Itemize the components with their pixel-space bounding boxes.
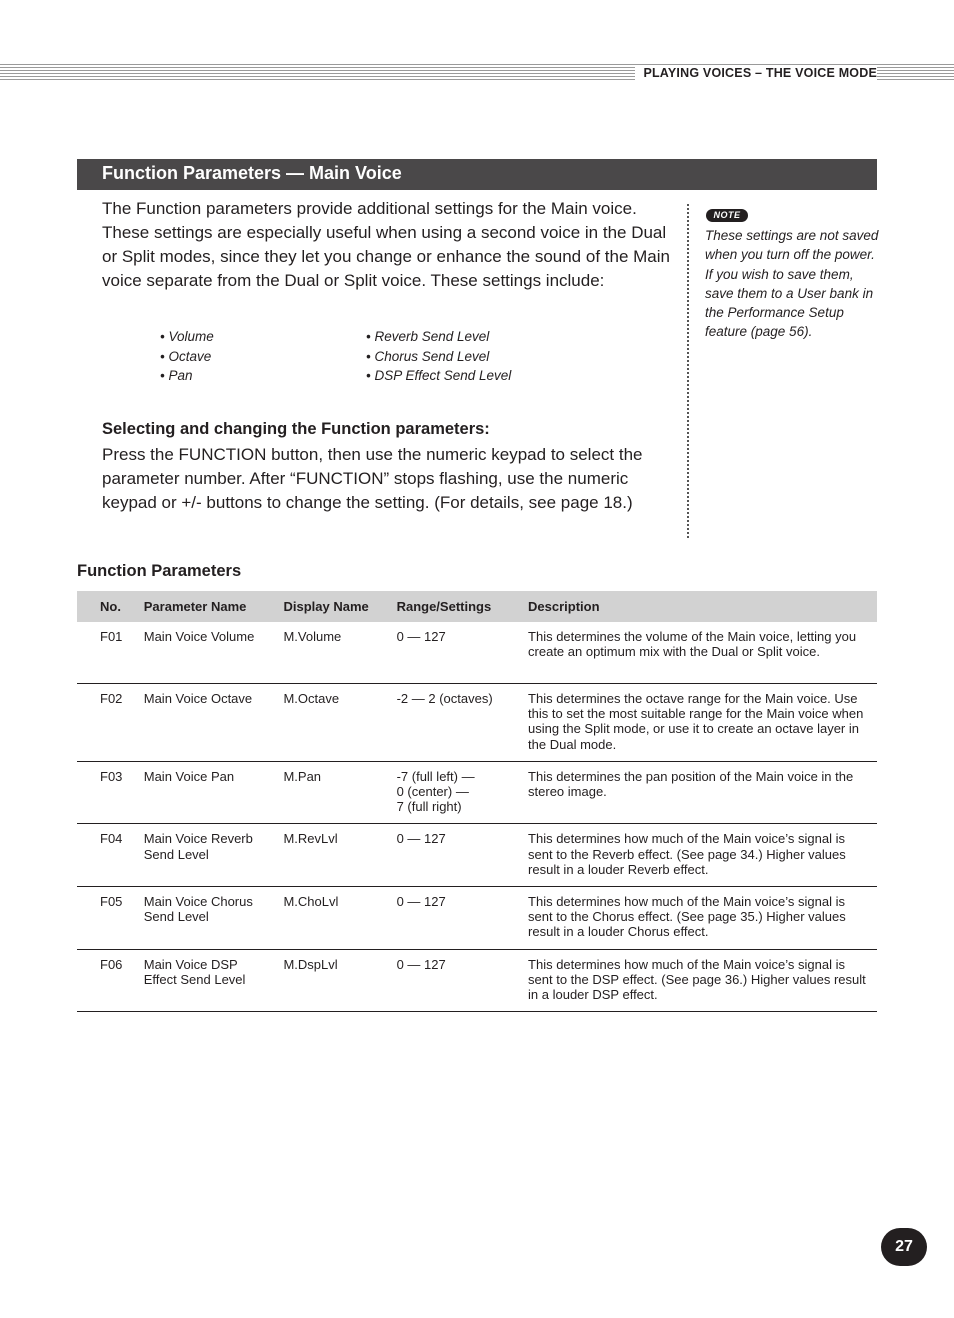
name-line: Send Level [143,909,209,925]
cell-parameter-name: Main Voice Pan [144,761,284,824]
cell-range [397,761,528,824]
table-row [77,949,877,1012]
cell-parameter-name: Main Voice Octave [144,684,284,762]
cell-range: 0 — 127 [397,949,528,1012]
cell-no: F04 [77,824,144,887]
col-header-description: Description [528,591,877,622]
cell-parameter-name: Main Voice Volume [144,622,284,684]
cell-description: This determines how much of the Main voice’s signal is sent to the Reverb effect. (See page 34.) Higher values result in a louder Reverb effect. [528,824,877,887]
name-line: Main Voice DSP [143,956,238,972]
cell-description: This determines how much of the Main voice’s signal is sent to the DSP effect. (See page 36.) Higher values result in a louder DSP effect. [528,949,877,1012]
cell-range: -2 — 2 (octaves) [397,684,528,762]
range-line: 7 (full right) [396,799,462,815]
bullet-item: • DSP Effect Send Level [366,368,512,383]
range-line: -7 (full left) — [396,768,475,784]
cell-parameter-name [144,949,284,1012]
selecting-body: Press the FUNCTION button, then use the numeric keypad to select the parameter number. After “FUNCTION” stops flashing, use the numeric keypad or +/- buttons to change the setting. (For details, see page 18.) [102,445,643,512]
table-heading: Function Parameters [77,562,242,580]
intro-paragraph: The Function parameters provide additional settings for the Main voice. These settings are especially useful when using a second voice in the Dual or Split modes, since they let you change or enhance the sound of the Main voice separate from the Dual or Split voice. These settings include: [102,199,670,290]
bullet-item: • Reverb Send Level [366,329,490,344]
table-row [77,761,877,824]
page-number: 27 [881,1228,927,1266]
bullet-item: • Volume [160,329,214,344]
cell-display-name: M.Octave [283,684,396,762]
col-header-display-name: Display Name [283,591,396,622]
running-header: PLAYING VOICES – THE VOICE MODE [635,66,877,80]
name-line: Effect Send Level [143,971,246,987]
cell-no: F03 [77,761,144,824]
margin-divider [687,204,689,538]
cell-description: This determines the volume of the Main voice, letting you create an optimum mix with the Dual or Split voice. [528,622,877,684]
range-line: 0 (center) — [396,784,469,800]
table-row [77,887,877,950]
table-row [77,622,877,684]
bullet-item: • Chorus Send Level [366,348,490,364]
name-line: Main Voice Chorus [143,894,253,910]
cell-description: This determines how much of the Main voice’s signal is sent to the Chorus effect. (See page 35.) Higher values result in a louder Chorus effect. [528,887,877,950]
cell-description: This determines the pan position of the Main voice in the stereo image. [528,761,877,824]
cell-parameter-name [144,887,284,950]
cell-no: F02 [77,684,144,762]
cell-display-name: M.Pan [283,761,396,824]
bullet-list-left [160,327,214,386]
table-row [77,824,877,887]
bullet-item: • Octave [160,348,212,364]
cell-display-name: M.RevLvl [283,824,396,887]
section-title: Function Parameters — Main Voice [102,163,402,183]
table-row [77,684,877,762]
cell-no: F01 [77,622,144,684]
name-line: Send Level [143,846,209,862]
cell-range: 0 — 127 [397,824,528,887]
col-header-parameter-name: Parameter Name [144,591,284,622]
cell-description: This determines the octave range for the Main voice. Use this to set the most suitable range for the Main voice when using the Split mode, or use it to create an octave layer in the Dual mode. [528,684,877,762]
col-header-no: No. [77,591,144,622]
col-header-range: Range/Settings [397,591,528,622]
bullet-item: • Pan [160,368,193,383]
bullet-list-right [366,327,511,386]
selecting-heading: Selecting and changing the Function parameters: [102,420,490,438]
section-title-bar [77,159,877,190]
table-header-row [77,591,877,622]
cell-display-name: M.Volume [283,622,396,684]
name-line: Main Voice Reverb [143,831,253,847]
cell-range: 0 — 127 [397,887,528,950]
cell-range: 0 — 127 [397,622,528,684]
cell-no: F05 [77,887,144,950]
cell-display-name: M.ChoLvl [283,887,396,950]
function-parameters-table [77,591,877,1012]
cell-display-name: M.DspLvl [283,949,396,1012]
note-badge: NOTE [706,209,748,222]
cell-no: F06 [77,949,144,1012]
note-text: These settings are not saved when you turn off the power. If you wish to save them, save them to a User bank in the Performance Setup feature (page 56). [705,228,879,340]
cell-parameter-name [144,824,284,887]
